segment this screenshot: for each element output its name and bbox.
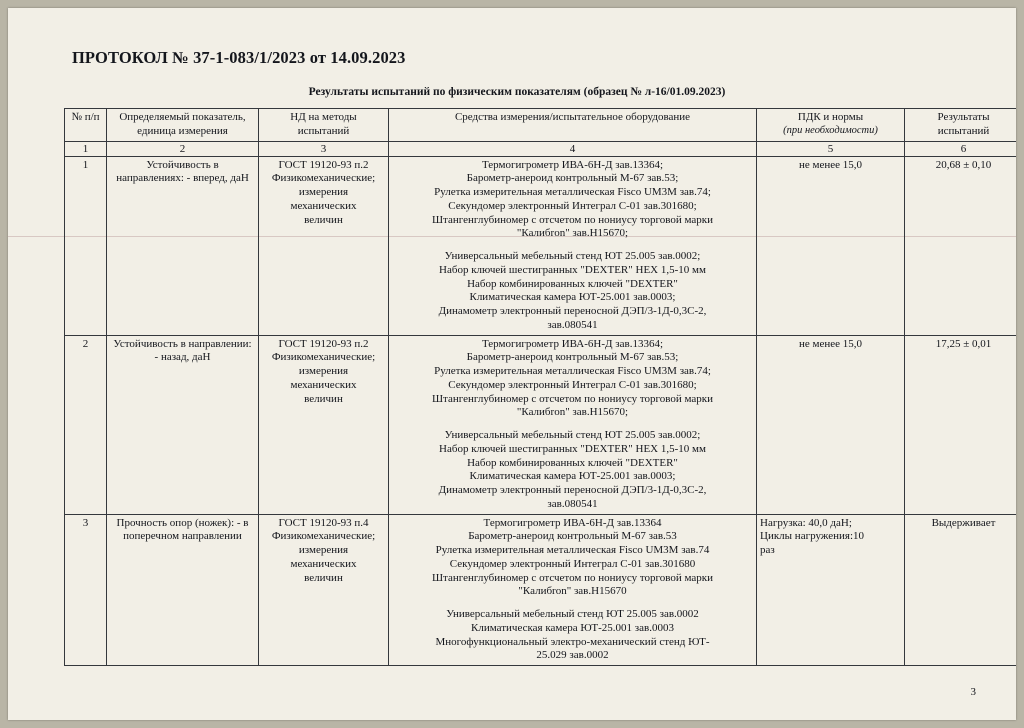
column-header-number: № п/п xyxy=(65,109,107,142)
table-row xyxy=(65,156,1017,335)
column-number-1: 1 xyxy=(65,141,107,156)
column-header-equipment: Средства измерения/испытательное оборудование xyxy=(389,109,757,142)
row-indicator: Устойчивость в направлении: - назад, даН xyxy=(107,335,259,514)
column-header-pdk: ПДК и нормы (при необходимости) xyxy=(757,109,905,142)
row-number: 1 xyxy=(65,156,107,335)
row-pdk: Нагрузка: 40,0 даН; Циклы нагружения:10 раз xyxy=(757,514,905,666)
table-header-row xyxy=(65,109,1017,142)
row-result: 17,25 ± 0,01 xyxy=(905,335,1017,514)
row-equipment: Термогигрометр ИВА-6Н-Д зав.13364 Барометр-анероид контрольный М-67 зав.53 Рулетка измерительная металлическая Fisco UM3M зав.74 Секундомер электронный Интеграл С-01 зав.301680 Штангенглубиномер с отсчетом по нониусу торговой марки "Калибron" зав.Н15670 Универсальный мебельный стенд ЮТ 25.005 зав.0002 Климатическая камера ЮТ-25.001 зав.0003 Многофункциональный электро-механический стенд ЮТ- 25.029 зав.0002 xyxy=(389,514,757,666)
column-header-indicator: Определяемый показатель, единица измерения xyxy=(107,109,259,142)
column-header-result: Результаты испытаний xyxy=(905,109,1017,142)
row-nd: ГОСТ 19120-93 п.2 Физикомеханические; измерения механических величин xyxy=(259,156,389,335)
column-number-3: 3 xyxy=(259,141,389,156)
page-content xyxy=(8,8,1016,720)
column-number-row xyxy=(65,141,1017,156)
row-equipment: Термогигрометр ИВА-6Н-Д зав.13364; Барометр-анероид контрольный М-67 зав.53; Рулетка измерительная металлическая Fisco UM3M зав.74; Секундомер электронный Интеграл С-01 зав.301680; Штангенглубиномер с отсчетом по нониусу торговой марки "Калибron" зав.Н15670; Универсальный мебельный стенд ЮТ 25.005 зав.0002; Набор ключей шестигранных "DEXTER" HEX 1,5-10 мм Набор комбинированных ключей "DEXTER" Климатическая камера ЮТ-25.001 зав.0003; Динамометр электронный переносной ДЭП/3-1Д-0,3С-2, зав.080541 xyxy=(389,156,757,335)
table-body xyxy=(65,156,1017,666)
page-title: ПРОТОКОЛ № 37-1-083/1/2023 от 14.09.2023 xyxy=(72,48,406,67)
column-number-2: 2 xyxy=(107,141,259,156)
column-number-4: 4 xyxy=(389,141,757,156)
row-number: 3 xyxy=(65,514,107,666)
page-number: 3 xyxy=(970,686,976,698)
row-indicator: Устойчивость в направлениях: - вперед, даН xyxy=(107,156,259,335)
row-pdk: не менее 15,0 xyxy=(757,335,905,514)
document-page xyxy=(8,8,1016,720)
table-row xyxy=(65,335,1017,514)
document-subtitle: Результаты испытаний по физическим показателям (образец № л-16/01.09.2023) xyxy=(308,86,726,98)
row-result: 20,68 ± 0,10 xyxy=(905,156,1017,335)
column-header-nd: НД на методы испытаний xyxy=(259,109,389,142)
row-equipment: Термогигрометр ИВА-6Н-Д зав.13364; Барометр-анероид контрольный М-67 зав.53; Рулетка измерительная металлическая Fisco UM3M зав.74; Секундомер электронный Интеграл С-01 зав.301680; Штангенглубиномер с отсчетом по нониусу торговой марки "Калибron" зав.Н15670; Универсальный мебельный стенд ЮТ 25.005 зав.0002; Набор ключей шестигранных "DEXTER" HEX 1,5-10 мм Набор комбинированных ключей "DEXTER" Климатическая камера ЮТ-25.001 зав.0003; Динамометр электронный переносной ДЭП/3-1Д-0,3С-2, зав.080541 xyxy=(389,335,757,514)
row-nd: ГОСТ 19120-93 п.2 Физикомеханические; измерения механических величин xyxy=(259,335,389,514)
row-result: Выдерживает xyxy=(905,514,1017,666)
row-nd: ГОСТ 19120-93 п.4 Физикомеханические; измерения механических величин xyxy=(259,514,389,666)
table-row xyxy=(65,514,1017,666)
column-number-6: 6 xyxy=(905,141,1017,156)
row-number: 2 xyxy=(65,335,107,514)
column-number-5: 5 xyxy=(757,141,905,156)
results-table xyxy=(64,108,1016,666)
row-pdk: не менее 15,0 xyxy=(757,156,905,335)
row-indicator: Прочность опор (ножек): - в поперечном направлении xyxy=(107,514,259,666)
table-header xyxy=(65,109,1017,157)
